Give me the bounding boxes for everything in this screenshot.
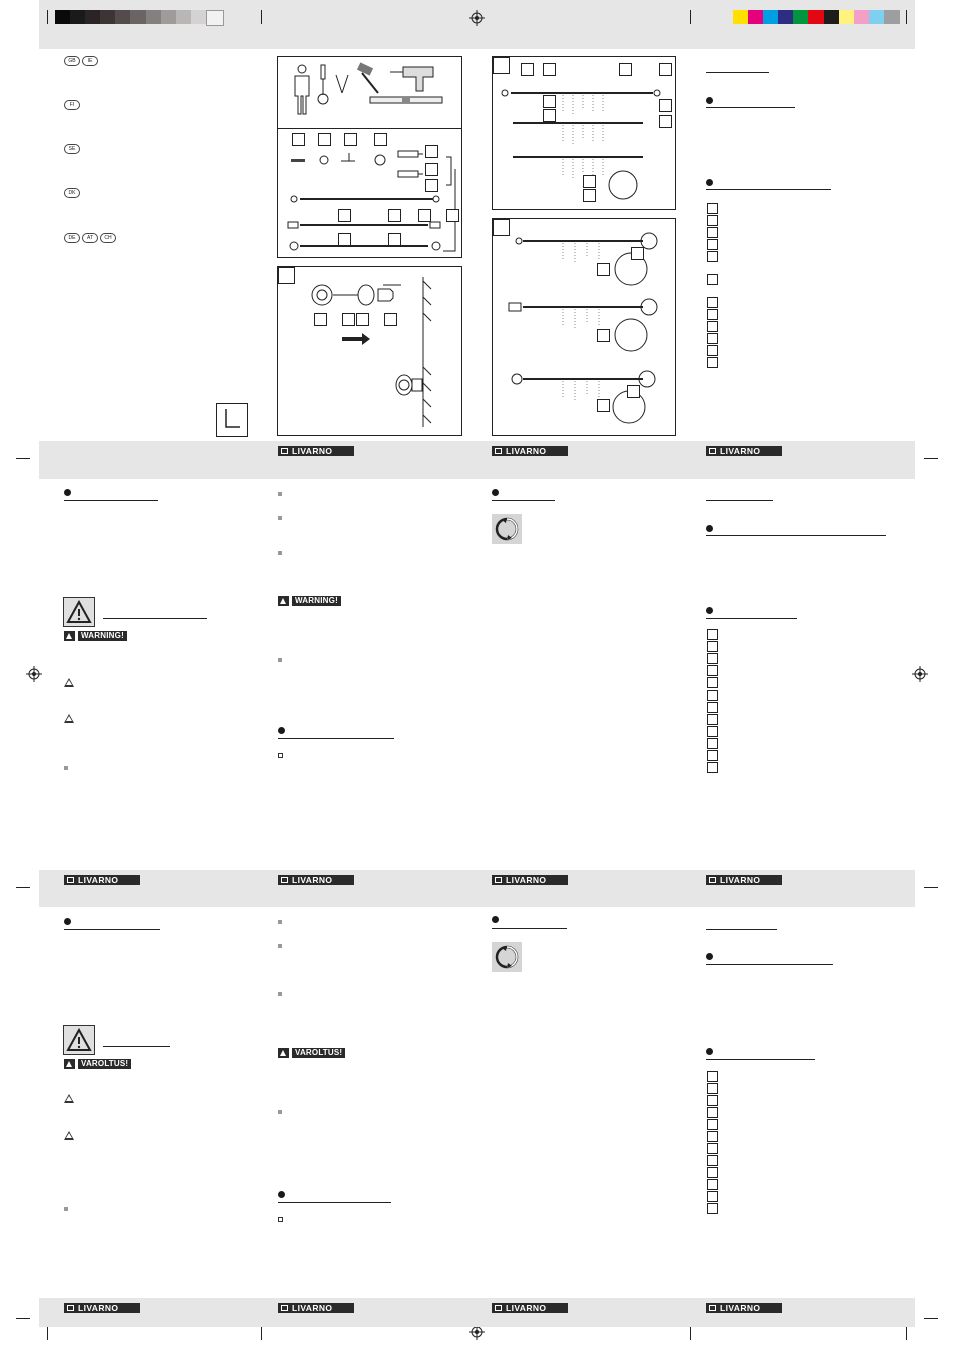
parts-list-box [707, 345, 718, 356]
process-color-swatch [763, 10, 779, 24]
crop-mark [924, 1318, 938, 1319]
parts-list-box [707, 239, 718, 250]
process-color-swatch [869, 10, 885, 24]
part-label-box [425, 163, 438, 176]
livarno-logo: LIVARNO [64, 1303, 140, 1313]
grayscale-swatch [130, 10, 146, 24]
parts-list-box [707, 1107, 718, 1118]
checkbox-icon [278, 1217, 283, 1222]
parts-list-box [707, 333, 718, 344]
parts-list-box [707, 1179, 718, 1190]
part-label-box [597, 329, 610, 342]
crop-mark [261, 1326, 262, 1340]
parts-list-box [707, 702, 718, 713]
livarno-logo: LIVARNO [278, 875, 354, 885]
livarno-logo: LIVARNO [492, 875, 568, 885]
parts-list-box [707, 714, 718, 725]
parts-list-box [707, 321, 718, 332]
parts-list-box [707, 1131, 718, 1142]
livarno-logo: LIVARNO [278, 1303, 354, 1313]
parts-list-box [707, 1191, 718, 1202]
part-label-box [543, 95, 556, 108]
warning-triangle-icon [63, 597, 95, 627]
heading-rule [706, 72, 769, 73]
process-color-swatch [854, 10, 870, 24]
heading-rule [64, 500, 158, 501]
recycling-arrows-icon [492, 942, 522, 972]
language-badge-gb: GB [64, 56, 80, 66]
list-bullet [64, 1207, 68, 1211]
parts-list-box [707, 1095, 718, 1106]
part-label-box [543, 109, 556, 122]
heading-rule [706, 189, 831, 190]
checkbox-icon [278, 753, 283, 758]
parts-list-box [707, 1155, 718, 1166]
warning-triangle-icon [64, 714, 74, 723]
part-label-box [418, 209, 431, 222]
crop-mark [906, 10, 907, 24]
heading-rule [278, 1202, 391, 1203]
tools-illustration [278, 57, 463, 129]
heading-rule [706, 500, 773, 501]
grayscale-swatch [55, 10, 71, 24]
part-label-box [292, 133, 305, 146]
list-bullet [278, 992, 282, 996]
part-label-box [425, 179, 438, 192]
part-label-box [425, 145, 438, 158]
livarno-logo: LIVARNO [706, 1303, 782, 1313]
crop-mark [16, 458, 30, 459]
part-label-box [314, 313, 327, 326]
parts-list-box [707, 653, 718, 664]
warning-triangle-icon [64, 631, 75, 641]
livarno-logo: LIVARNO [64, 875, 140, 885]
warning-label: VAROLTUS! [78, 1059, 131, 1069]
part-label-box [446, 209, 459, 222]
language-badge-ie: IE [82, 56, 98, 66]
heading-rule [492, 500, 555, 501]
grayscale-swatch [206, 10, 224, 26]
grayscale-swatch [146, 10, 162, 24]
grayscale-swatch [70, 10, 86, 24]
parts-list-box [707, 1083, 718, 1094]
list-bullet [64, 766, 68, 770]
grayscale-swatch [100, 10, 116, 24]
heading-rule [706, 964, 833, 965]
livarno-logo: LIVARNO [706, 446, 782, 456]
heading-rule [103, 618, 207, 619]
crop-mark [16, 887, 30, 888]
parts-list-box [707, 726, 718, 737]
process-color-swatch [884, 10, 900, 24]
language-badge-dk: DK [64, 188, 80, 198]
process-color-swatch [839, 10, 855, 24]
heading-rule [706, 618, 797, 619]
heading-rule [706, 929, 777, 930]
grayscale-swatch [161, 10, 177, 24]
list-bullet [278, 920, 282, 924]
rod-end-variants-illustration [493, 219, 677, 437]
part-label-box [631, 247, 644, 260]
crop-mark [690, 10, 691, 24]
parts-list-box [707, 677, 718, 688]
part-label-box [374, 133, 387, 146]
livarno-logo: LIVARNO [492, 446, 568, 456]
process-color-swatch [793, 10, 809, 24]
part-label-box [627, 385, 640, 398]
part-label-box [338, 233, 351, 246]
part-label-box [338, 209, 351, 222]
part-label-box [659, 99, 672, 112]
grayscale-swatch [115, 10, 131, 24]
parts-list-box [707, 274, 718, 285]
parts-list-box [707, 762, 718, 773]
crop-mark [47, 1326, 48, 1340]
section-band [39, 870, 915, 907]
warning-triangle-icon [64, 678, 74, 687]
parts-list-box [707, 1119, 718, 1130]
crop-mark [906, 1326, 907, 1340]
figure-rod-end-variants [492, 218, 676, 436]
crop-mark [924, 887, 938, 888]
heading-rule [706, 1059, 815, 1060]
parts-list-box [707, 309, 718, 320]
parts-list-box [707, 227, 718, 238]
grayscale-swatch [191, 10, 207, 24]
livarno-logo: LIVARNO [492, 1303, 568, 1313]
parts-list-box [707, 215, 718, 226]
section-band [39, 441, 915, 479]
parts-list-box [707, 297, 718, 308]
section-band [39, 1298, 915, 1327]
part-label-box [344, 133, 357, 146]
part-label-box [597, 263, 610, 276]
heading-rule [278, 738, 394, 739]
warning-label: WARNING! [292, 596, 341, 606]
warning-label: WARNING! [78, 631, 127, 641]
figure-rod-assembly [492, 56, 676, 210]
part-label-box [659, 115, 672, 128]
parts-list-box [707, 1143, 718, 1154]
warning-label: VAROLTUS! [292, 1048, 345, 1058]
parts-list-box [707, 750, 718, 761]
grayscale-swatch [85, 10, 101, 24]
heading-rule [64, 929, 160, 930]
parts-list-box [707, 1203, 718, 1214]
part-label-box [342, 313, 355, 326]
crop-mark [47, 10, 48, 24]
livarno-logo: LIVARNO [706, 875, 782, 885]
warning-triangle-icon [63, 1025, 95, 1055]
section-bullet-icon [64, 918, 71, 925]
section-bullet-icon [278, 1191, 285, 1198]
section-bullet-icon [278, 727, 285, 734]
part-label-box [583, 189, 596, 202]
process-color-bar [733, 10, 899, 24]
language-badge-fi: FI [64, 100, 80, 110]
part-label-box [583, 175, 596, 188]
part-label-box [384, 313, 397, 326]
language-badge-se: SE [64, 144, 80, 154]
list-bullet [278, 551, 282, 555]
wall-mount-illustration [278, 267, 463, 437]
grayscale-color-bar [55, 10, 221, 24]
crop-mark [261, 10, 262, 24]
warning-triangle-icon [64, 1094, 74, 1103]
recycling-arrows-icon [492, 514, 522, 544]
parts-list-box [707, 629, 718, 640]
warning-triangle-icon [64, 1059, 75, 1069]
parts-list-box [707, 203, 718, 214]
section-bullet-icon [64, 489, 71, 496]
parts-list-box [707, 738, 718, 749]
part-label-box [388, 209, 401, 222]
parts-list-box [707, 665, 718, 676]
warning-triangle-icon [64, 1131, 74, 1140]
heading-rule [492, 928, 567, 929]
section-bullet-icon [492, 489, 499, 496]
parts-list-box [707, 1167, 718, 1178]
heading-rule [706, 107, 795, 108]
crop-mark [924, 458, 938, 459]
section-bullet-icon [706, 179, 713, 186]
section-bullet-icon [706, 525, 713, 532]
grayscale-swatch [176, 10, 192, 24]
list-bullet [278, 516, 282, 520]
livarno-logo: LIVARNO [278, 446, 354, 456]
part-label-box [388, 233, 401, 246]
list-bullet [278, 1110, 282, 1114]
warning-triangle-icon [278, 596, 289, 606]
registration-mark-icon [912, 666, 928, 682]
list-bullet [278, 658, 282, 662]
folding-corner-icon [216, 403, 248, 437]
language-badge-ch: CH [100, 233, 116, 243]
crop-mark [690, 1326, 691, 1340]
process-color-swatch [824, 10, 840, 24]
registration-mark-icon [26, 666, 42, 682]
process-color-swatch [733, 10, 749, 24]
language-badge-de: DE [64, 233, 80, 243]
parts-list-box [707, 641, 718, 652]
section-bullet-icon [706, 1048, 713, 1055]
part-label-box [356, 313, 369, 326]
section-bullet-icon [706, 953, 713, 960]
registration-mark-icon [469, 10, 485, 26]
crop-mark [16, 1318, 30, 1319]
list-bullet [278, 492, 282, 496]
parts-list-box [707, 251, 718, 262]
language-badge-at: AT [82, 233, 98, 243]
process-color-swatch [808, 10, 824, 24]
part-label-box [318, 133, 331, 146]
part-label-box [597, 399, 610, 412]
parts-list-box [707, 1071, 718, 1082]
process-color-swatch [778, 10, 794, 24]
figure-divider [278, 128, 461, 129]
section-bullet-icon [492, 916, 499, 923]
figure-wall-mount [277, 266, 462, 436]
heading-rule [103, 1046, 170, 1047]
section-bullet-icon [706, 97, 713, 104]
figure-tools-and-parts [277, 56, 462, 258]
warning-triangle-icon [278, 1048, 289, 1058]
section-bullet-icon [706, 607, 713, 614]
parts-list-box [707, 690, 718, 701]
parts-list-box [707, 357, 718, 368]
process-color-swatch [748, 10, 764, 24]
list-bullet [278, 944, 282, 948]
heading-rule [706, 535, 886, 536]
